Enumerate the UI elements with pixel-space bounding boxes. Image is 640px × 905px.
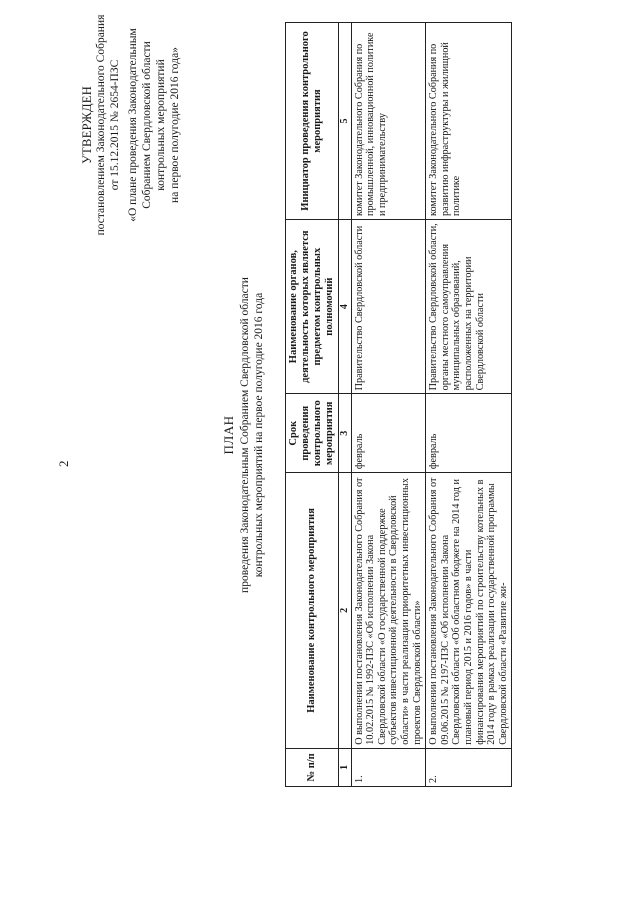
event-term: февраль [426, 394, 512, 473]
plan-subtitle: контрольных мероприятий на первое полугодие 2016 года [253, 292, 265, 578]
approval-date-number: от 15.12.2015 № 2654-ПЗС [109, 59, 121, 191]
column-header: Наименование органов, деятельность которых является предметом контрольных полномочий [286, 219, 339, 393]
controlled-organ: Правительство Свердловской области [351, 219, 426, 393]
page-number: 2 [56, 460, 71, 467]
row-number: 2. [426, 748, 512, 786]
column-number: 4 [339, 219, 352, 393]
approval-line: на первое полугодие 2016 года» [169, 47, 181, 203]
approval-title: УТВЕРЖДЕН [80, 85, 94, 165]
event-initiator: комитет Законодательного Собрания по промышленной, инновационной политике и предпринимательству [351, 23, 426, 220]
plan-subtitle: проведения Законодательным Собранием Свердловской области [239, 277, 251, 593]
event-name: О выполнении постановления Законодательного Собрания от 10.02.2015 № 1992-ПЗС «Об исполнении Закона Свердловской области «О государственной поддержке субъектов инвестиционной деятельности в Свердловской области» в части реализации приоритетных инвестиционных проектов Свердловской области» [351, 473, 426, 749]
event-name: О выполнении постановления Законодательного Собрания от 09.06.2015 № 2197-ПЗС «Об исполнении Закона Свердловской области «Об областном бюджете на 2014 год и плановый период 2015 и 2016 годов» в части финансирования мероприятий по строительству котельных в 2014 году в рамках реализации государственной программы Свердловской области «Развитие жи- [426, 473, 512, 749]
plan-heading: ПЛАН [221, 415, 236, 455]
column-number: 5 [339, 23, 352, 220]
approval-block [80, 5, 182, 245]
column-number-row [339, 23, 352, 787]
controlled-organ: Правительство Свердловской области, органы местного самоуправления муниципальных образований, расположенных на территории Свердловской области [426, 219, 512, 393]
column-header: № п/п [286, 748, 339, 786]
event-term: февраль [351, 394, 426, 473]
event-initiator: комитет Законодательного Собрания по развитию инфраструктуры и жилищной политике [426, 23, 512, 220]
column-header: Инициатор проведения контрольного мероприятия [286, 23, 339, 220]
column-header: Срок проведения контрольного мероприятия [286, 394, 339, 473]
plan-title-block [222, 200, 266, 670]
row-number: 1. [351, 748, 426, 786]
approval-line: контрольных мероприятий [155, 59, 167, 191]
table-row [351, 23, 426, 787]
column-number: 3 [339, 394, 352, 473]
approval-line: «О плане проведения Законодательным [127, 28, 139, 222]
column-number: 1 [339, 748, 352, 786]
plan-table [285, 22, 512, 787]
column-number: 2 [339, 473, 352, 749]
table-row [426, 23, 512, 787]
approval-line: Собранием Свердловской области [141, 41, 153, 209]
approval-line: постановлением Законодательного Собрания [95, 14, 107, 236]
table-header-row [286, 23, 339, 787]
column-header: Наименование контрольного мероприятия [286, 473, 339, 749]
